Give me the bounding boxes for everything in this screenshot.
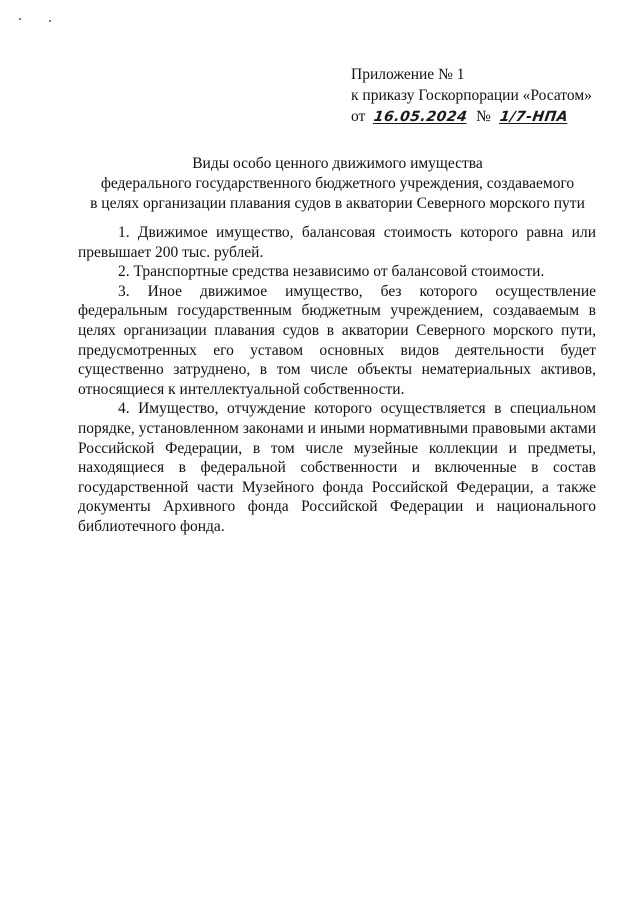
scan-mark [49, 20, 51, 22]
title-line: федерального государственного бюджетного учреждения, создаваемого [100, 175, 575, 192]
title-line: Виды особо ценного движимого имущества [192, 155, 483, 172]
from-label: от [351, 108, 366, 125]
number-label: № [476, 108, 491, 125]
handwritten-order-number: 1/7-НПА [498, 109, 570, 125]
list-item: 2. Транспортные средства независимо от балансовой стоимости. [118, 263, 545, 281]
list-item: 4. Имущество, отчуждение которого осуществляется в специальном порядке, установленном законами и иными нормативными правовыми актами Российской Федерации, в том числе музейные коллекции и предметы, находящиеся в федеральной собственности и включенные в состав государственной части Музейного фонда Российской Федерации, а также документы Архивного фонда Российской Федерации и национального библиотечного фонда. [78, 400, 596, 535]
document-body [78, 223, 596, 537]
appendix-date-number-line [351, 106, 621, 128]
appendix-number: Приложение № 1 [351, 66, 465, 83]
document-title [60, 154, 615, 214]
appendix-header [351, 64, 621, 128]
handwritten-date: 16.05.2024 [372, 109, 469, 125]
title-line: в целях организации плавания судов в акватории Северного морского пути [90, 195, 585, 212]
list-item: 3. Иное движимое имущество, без которого осуществление федеральным государственным бюджетным учреждением, создаваемым в целях организации плавания судов в акватории Северного морского пути, предусмотренных его уставом основных видов деятельности будет существенно затруднено, в том числе объекты нематериальных активов, относящиеся к интеллектуальной собственности. [78, 282, 596, 398]
list-item: 1. Движимое имущество, балансовая стоимость которого равна или превышает 200 тыс. рублей. [78, 224, 596, 261]
scan-mark [19, 18, 21, 20]
appendix-order-reference: к приказу Госкорпорации «Росатом» [351, 87, 592, 104]
